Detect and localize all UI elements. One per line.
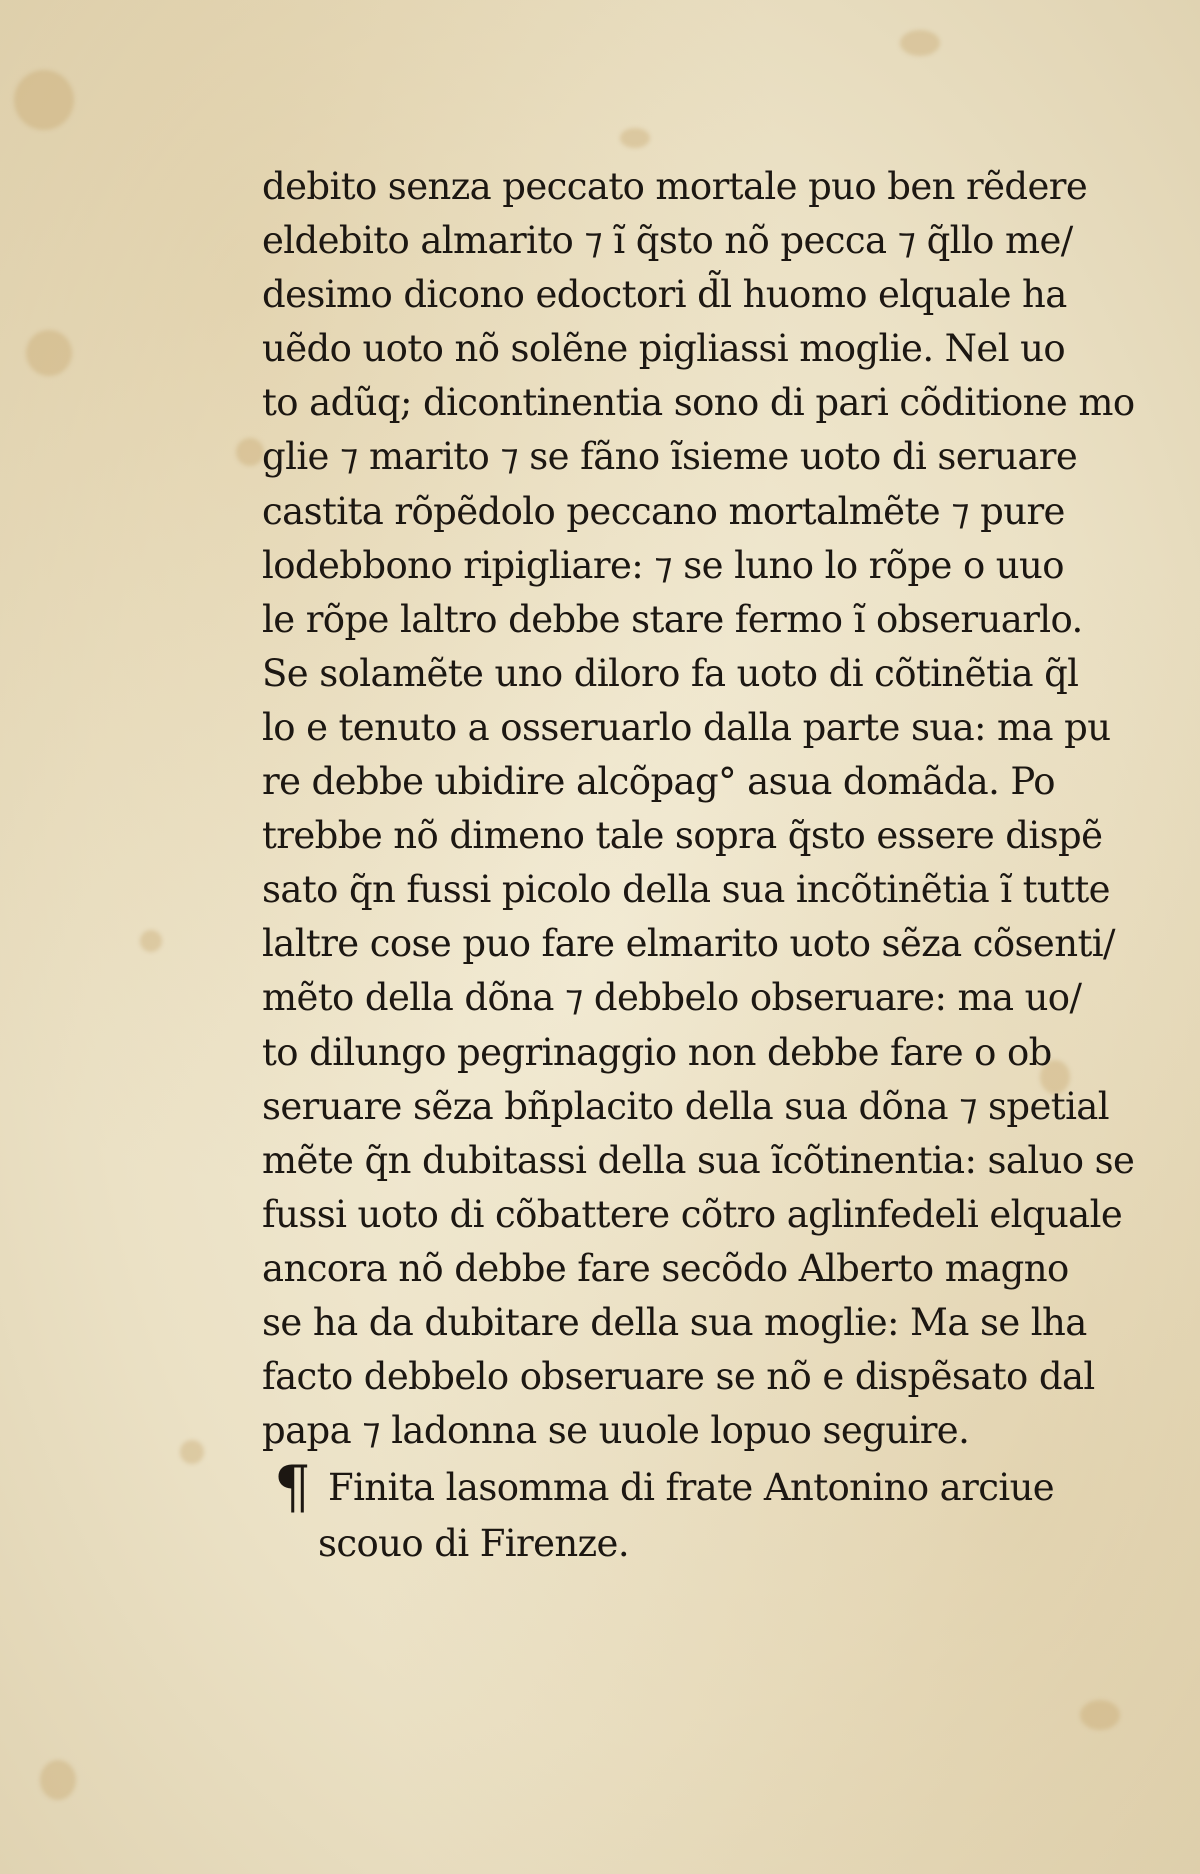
text-line: le rõpe laltro debbe stare fermo ĩ obseruarlo.	[262, 597, 1083, 641]
pilcrow-icon: ¶	[274, 1453, 311, 1521]
colophon-line: Finita lasomma di frate Antonino arciue	[328, 1466, 1055, 1509]
foxing-stain	[140, 930, 162, 952]
foxing-stain	[1080, 1700, 1120, 1730]
body-text	[262, 160, 1135, 1458]
foxing-stain	[26, 330, 72, 376]
text-line: seruare sẽza bñplacito della sua dõna ⁊ spetial	[262, 1084, 1109, 1128]
colophon	[274, 1453, 1118, 1572]
text-line: to adũq; dicontinentia sono di pari cõditione mo	[262, 381, 1135, 425]
text-line: to dilungo pegrinaggio non debbe fare o ob	[262, 1030, 1052, 1074]
text-line: mẽte q̃n dubitassi della sua ĩcõtinentia: saluo se	[262, 1138, 1135, 1182]
foxing-stain	[40, 1760, 76, 1800]
colophon-line: scouo di Firenze.	[318, 1522, 630, 1565]
foxing-stain	[620, 128, 650, 148]
text-line: ancora nõ debbe fare secõdo Alberto magno	[262, 1246, 1069, 1290]
text-line: glie ⁊ marito ⁊ se fãno ĩsieme uoto di seruare	[262, 435, 1078, 479]
text-line: debito senza peccato mortale puo ben rẽdere	[262, 165, 1088, 208]
foxing-stain	[236, 438, 264, 466]
text-line: castita rõpẽdolo peccano mortalmẽte ⁊ pure	[262, 489, 1065, 533]
text-line: Se solamẽte uno diloro fa uoto di cõtinẽtia q̃l	[262, 651, 1079, 695]
text-line: sato q̃n fussi picolo della sua incõtinẽtia ĩ tutte	[262, 868, 1110, 912]
text-line: desimo dicono edoctori d̃l huomo elquale ha	[262, 273, 1067, 317]
text-line: fussi uoto di cõbattere cõtro aglinfedeli elquale	[262, 1192, 1123, 1236]
text-line: lodebbono ripigliare: ⁊ se luno lo rõpe o uuo	[262, 543, 1064, 587]
foxing-stain	[180, 1440, 204, 1464]
text-line: mẽto della dõna ⁊ debbelo obseruare: ma uo/	[262, 976, 1082, 1020]
foxing-stain	[900, 30, 940, 56]
text-line: uẽdo uoto nõ solẽne pigliassi moglie. Nel uo	[262, 327, 1066, 371]
text-line: facto debbelo obseruare se nõ e dispẽsato dal	[262, 1355, 1095, 1399]
text-line: re debbe ubidire alcõpag° asua domãda. Po	[262, 760, 1055, 804]
text-line: laltre cose puo fare elmarito uoto sẽza cõsenti/	[262, 922, 1115, 966]
text-line: papa ⁊ ladonna se uuole lopuo seguire.	[262, 1409, 970, 1453]
text-line: lo e tenuto a osseruarlo dalla parte sua: ma pu	[262, 705, 1111, 749]
text-line: eldebito almarito ⁊ ĩ q̃sto nõ pecca ⁊ q̃llo me/	[262, 219, 1073, 263]
text-line: trebbe nõ dimeno tale sopra q̃sto essere dispẽ	[262, 814, 1103, 858]
text-line: se ha da dubitare della sua moglie: Ma se lha	[262, 1300, 1087, 1344]
foxing-stain	[14, 70, 74, 130]
